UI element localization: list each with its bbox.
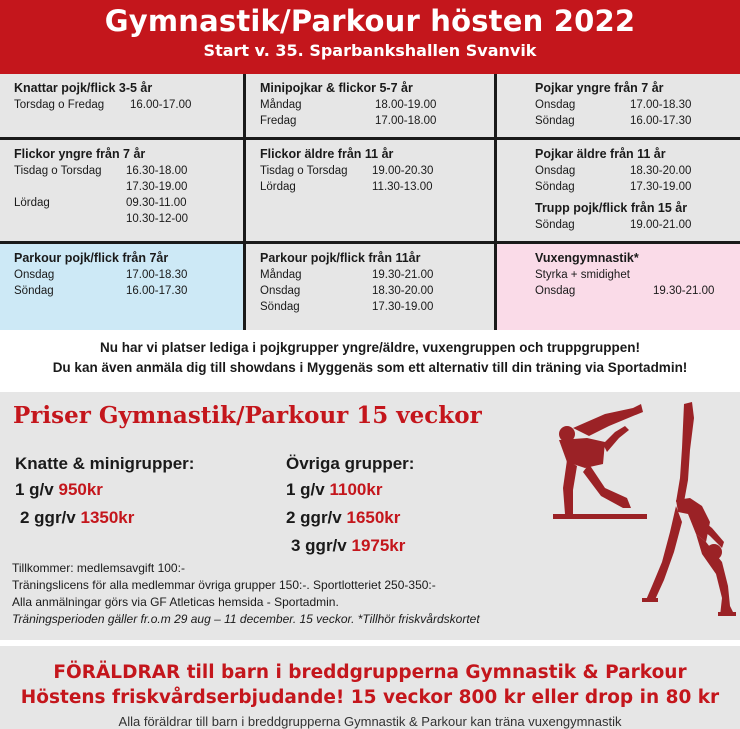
day-text: Söndag xyxy=(14,285,54,297)
page-title: Gymnastik/Parkour hösten 2022 xyxy=(104,4,636,38)
group-title: Pojkar yngre från 7 år xyxy=(535,81,664,95)
price-item xyxy=(15,508,194,536)
price-amount: 1650kr xyxy=(346,508,401,527)
price-amount: 1350kr xyxy=(80,508,135,527)
price-section xyxy=(0,392,740,640)
schedule-row xyxy=(260,299,494,315)
schedule-row xyxy=(535,113,740,129)
group-subtitle: Styrka + smidighet xyxy=(535,269,630,281)
price-label: 3 ggr/v xyxy=(291,536,347,555)
schedule-row xyxy=(535,283,740,299)
price-label: 1 g/v xyxy=(15,480,54,499)
schedule-row xyxy=(260,179,494,195)
parkour-jumper-silhouette-icon xyxy=(545,402,655,524)
schedule-cell-knattar xyxy=(0,74,243,137)
schedule-row xyxy=(260,163,494,179)
schedule-cell-parkour-7 xyxy=(0,244,243,330)
time-text: 18.30-20.00 xyxy=(630,165,692,177)
price-heading: Övriga grupper: xyxy=(286,454,415,473)
price-amount: 950kr xyxy=(58,480,103,499)
price-amount: 1975kr xyxy=(351,536,406,555)
schedule-row xyxy=(535,217,740,233)
day-text: Söndag xyxy=(535,115,575,127)
schedule-cell-pojkar-aldre xyxy=(497,140,740,241)
day-text: Onsdag xyxy=(535,165,576,177)
schedule-row xyxy=(14,179,243,195)
time-text: 19.30-21.00 xyxy=(653,285,715,297)
time-text: 16.00-17.30 xyxy=(630,115,692,127)
price-amount: 1100kr xyxy=(329,480,383,499)
price-column-knatte xyxy=(15,454,194,536)
price-title: Priser Gymnastik/Parkour 15 veckor xyxy=(13,402,482,429)
availability-notice xyxy=(0,330,740,388)
time-text: 09.30-11.00 xyxy=(126,197,187,209)
schedule-grid xyxy=(0,74,740,330)
day-text: Måndag xyxy=(260,99,302,111)
group-title: Knattar pojk/flick 3-5 år xyxy=(14,81,153,95)
schedule-row xyxy=(260,113,494,129)
schedule-row xyxy=(535,163,740,179)
day-text: Söndag xyxy=(260,301,300,313)
day-text: Onsdag xyxy=(14,269,55,281)
backbend-gymnast-silhouette-icon xyxy=(640,402,736,620)
time-text: 19.00-20.30 xyxy=(372,165,434,177)
schedule-row xyxy=(14,211,243,227)
fine-line: Träningslicens för alla medlemmar övriga grupper 150:-. Sportlotteriet 250-350:- xyxy=(12,578,436,592)
parent-offer-title: FÖRÄLDRAR till barn i breddgrupperna Gymnastik & Parkour xyxy=(53,662,687,683)
schedule-row xyxy=(260,267,494,283)
day-text: Söndag xyxy=(535,219,575,231)
group-title: Parkour pojk/flick från 7år xyxy=(14,251,169,265)
schedule-row xyxy=(535,97,740,113)
time-text: 10.30-12-00 xyxy=(126,213,189,225)
fine-line: Alla anmälningar görs via GF Atleticas hemsida - Sportadmin. xyxy=(12,595,339,609)
group-title: Parkour pojk/flick från 11år xyxy=(260,251,421,265)
time-text: 16.00-17.00 xyxy=(130,99,192,111)
notice-line: Nu har vi platser lediga i pojkgrupper yngre/äldre, vuxengruppen och truppgruppen! xyxy=(99,340,641,355)
time-text: 17.30-19.00 xyxy=(372,301,434,313)
day-text: Onsdag xyxy=(535,99,576,111)
price-item xyxy=(15,480,194,508)
price-fine-print xyxy=(12,560,480,628)
schedule-cell-pojkar-yngre xyxy=(497,74,740,137)
day-text: Fredag xyxy=(260,115,297,127)
schedule-subtitle xyxy=(535,267,740,283)
day-text: Onsdag xyxy=(535,285,576,297)
schedule-row xyxy=(14,97,243,113)
time-text: 18.00-19.00 xyxy=(375,99,437,111)
schedule-row xyxy=(535,179,740,195)
time-text: 19.00-21.00 xyxy=(630,219,692,231)
time-text: 18.30-20.00 xyxy=(372,285,434,297)
day-text: Söndag xyxy=(535,181,575,193)
notice-line: Du kan även anmäla dig till showdans i Myggenäs som ett alternativ till din träning via Sportadmin! xyxy=(52,360,688,375)
price-column-ovriga xyxy=(286,454,414,564)
group-title: Flickor yngre från 7 år xyxy=(14,147,146,161)
price-item xyxy=(286,508,414,536)
time-text: 17.00-18.30 xyxy=(126,269,188,281)
group-title: Vuxengymnastik* xyxy=(535,251,639,265)
schedule-row xyxy=(14,283,243,299)
time-text: 19.30-21.00 xyxy=(372,269,434,281)
schedule-row xyxy=(14,195,243,211)
schedule-row xyxy=(260,97,494,113)
price-item xyxy=(286,480,414,508)
page-subtitle: Start v. 35. Sparbankshallen Svanvik xyxy=(203,41,537,60)
parent-offer-price: Höstens friskvårdserbjudande! 15 veckor 800 kr eller drop in 80 kr xyxy=(20,687,720,708)
group-title: Minipojkar & flickor 5-7 år xyxy=(260,81,413,95)
time-text: 11.30-13.00 xyxy=(372,181,433,193)
price-label: 2 ggr/v xyxy=(20,508,76,527)
day-text: Lördag xyxy=(260,181,296,193)
time-text: 16.30-18.00 xyxy=(126,165,188,177)
time-text: 17.30-19.00 xyxy=(126,181,188,193)
group-title: Trupp pojk/flick från 15 år xyxy=(535,201,688,215)
day-text: Onsdag xyxy=(260,285,301,297)
time-text: 17.00-18.30 xyxy=(630,99,692,111)
fine-line: Tillkommer: medlemsavgift 100:- xyxy=(12,561,185,575)
day-text: Måndag xyxy=(260,269,302,281)
schedule-cell-vuxen xyxy=(497,244,740,330)
day-text: Tisdag o Torsdag xyxy=(14,165,102,177)
schedule-row xyxy=(260,283,494,299)
price-heading: Knatte & minigrupper: xyxy=(15,454,195,473)
time-text: 17.30-19.00 xyxy=(630,181,692,193)
parent-offer-section xyxy=(0,646,740,729)
price-label: 2 ggr/v xyxy=(286,508,342,527)
schedule-cell-flickor-aldre xyxy=(246,140,494,241)
group-title: Pojkar äldre från 11 år xyxy=(535,147,666,161)
parent-offer-text: Alla föräldrar till barn i breddgrupperna Gymnastik & Parkour kan träna vuxengymnastik xyxy=(118,714,622,729)
schedule-row xyxy=(14,163,243,179)
header-banner xyxy=(0,0,740,74)
day-text: Lördag xyxy=(14,197,50,209)
time-text: 16.00-17.30 xyxy=(126,285,188,297)
schedule-cell-parkour-11 xyxy=(246,244,494,330)
schedule-cell-minipojkar xyxy=(246,74,494,137)
day-text: Tisdag o Torsdag xyxy=(260,165,348,177)
schedule-cell-flickor-yngre xyxy=(0,140,243,241)
time-text: 17.00-18.00 xyxy=(375,115,437,127)
fine-line: Träningsperioden gäller fr.o.m 29 aug – 11 december. 15 veckor. *Tillhör friskvårdskortet xyxy=(12,612,480,626)
schedule-row xyxy=(14,267,243,283)
group-title: Flickor äldre från 11 år xyxy=(260,147,394,161)
price-label: 1 g/v xyxy=(286,480,325,499)
day-text: Torsdag o Fredag xyxy=(14,99,105,111)
